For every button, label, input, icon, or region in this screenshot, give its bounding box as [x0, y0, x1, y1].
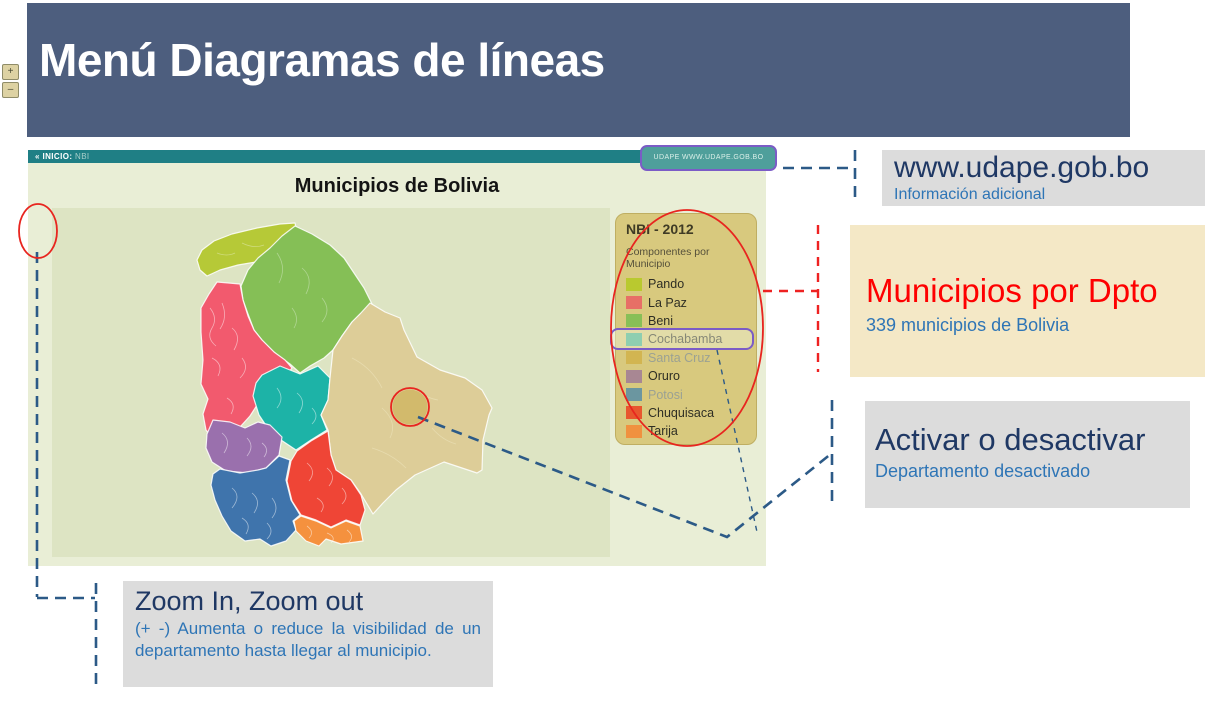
menubar-page-label: NBI: [75, 152, 90, 161]
legend-label: Beni: [648, 313, 674, 328]
selected-municipality[interactable]: [393, 390, 428, 425]
legend-swatch: [626, 314, 642, 327]
legend-swatch: [626, 351, 642, 364]
legend-label: Santa Cruz: [648, 350, 711, 365]
callout-zoom: [123, 581, 493, 687]
legend-item-potosi[interactable]: [626, 385, 756, 403]
zoom-in-button[interactable]: +: [2, 64, 19, 80]
legend-swatch: [626, 296, 642, 309]
santa-cruz-row-highlight: [610, 328, 754, 350]
slide-title: Menú Diagramas de líneas: [39, 34, 605, 86]
udape-link-badge[interactable]: UDAPE WWW.UDAPE.GOB.BO: [640, 145, 777, 171]
legend-swatch: [626, 406, 642, 419]
callout-municipios-subtitle: 339 municipios de Bolivia: [866, 315, 1070, 335]
legend-item-chuquisaca[interactable]: [626, 404, 756, 422]
callout-website-subtitle: Información adicional: [894, 186, 1046, 203]
legend-label: Pando: [648, 277, 685, 292]
callout-zoom-body: (+ -) Aumenta o reduce la visibilidad de un departamento hasta llegar al municipio.: [135, 619, 481, 661]
callout-municipios-title: Municipios por Dpto: [866, 272, 1158, 309]
legend-item-santa-cruz[interactable]: [626, 349, 756, 367]
legend-swatch: [626, 388, 642, 401]
legend-item-oruro[interactable]: [626, 367, 756, 385]
legend-label: Oruro: [648, 369, 680, 384]
map-title: Municipios de Bolivia: [294, 175, 500, 197]
app-screenshot: [28, 150, 766, 566]
legend-label: Tarija: [648, 424, 678, 439]
map-canvas[interactable]: [52, 208, 610, 557]
legend-item-tarija[interactable]: [626, 422, 756, 440]
legend-rows: [626, 275, 756, 441]
zoom-out-button[interactable]: –: [2, 82, 19, 98]
bolivia-map: [52, 208, 610, 557]
slide-header: [27, 3, 1130, 137]
legend-item-la-paz[interactable]: [626, 293, 756, 311]
callout-zoom-title: Zoom In, Zoom out: [135, 586, 364, 616]
back-home-link[interactable]: « INICIO: NBI: [35, 152, 90, 161]
legend-swatch: [626, 278, 642, 291]
callout-activar: [865, 401, 1190, 508]
callout-activar-subtitle: Departamento desactivado: [875, 461, 1091, 481]
callout-website: [882, 150, 1205, 206]
callout-website-title: www.udape.gob.bo: [894, 151, 1150, 184]
legend-label: La Paz: [648, 295, 687, 310]
legend-label: Chuquisaca: [648, 405, 715, 420]
legend-item-pando[interactable]: [626, 275, 756, 293]
legend-swatch: [626, 425, 642, 438]
legend-label: Cochabamba: [648, 332, 723, 347]
legend-subtitle: Componentes por Municipio: [626, 246, 710, 270]
legend-swatch: [626, 370, 642, 383]
connector-legend-to-municipios: [763, 225, 818, 372]
legend-label: Potosi: [648, 387, 683, 402]
callout-activar-title: Activar o desactivar: [875, 422, 1146, 457]
connector-badge-to-website: [783, 150, 855, 202]
legend-title: NBI - 2012: [626, 221, 694, 237]
callout-municipios: [850, 225, 1205, 377]
